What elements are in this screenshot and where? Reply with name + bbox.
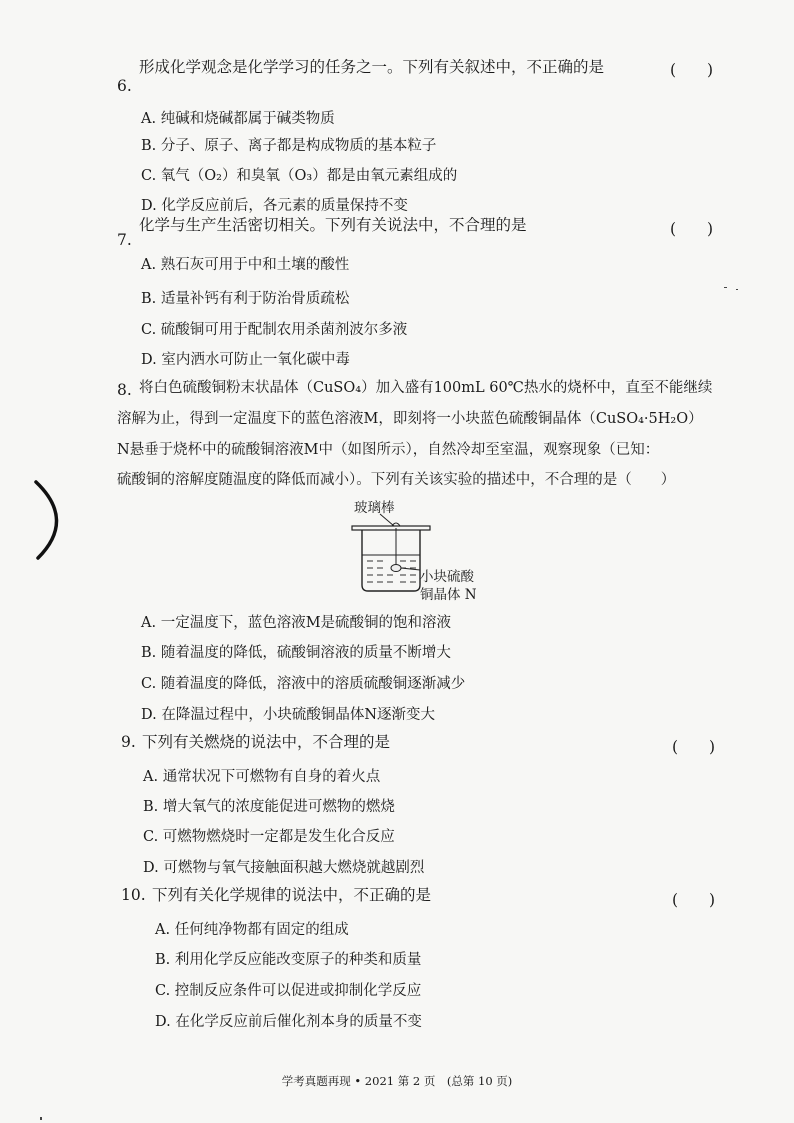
question-stem: 化学与生产生活密切相关。下列有关说法中，不合理的是 [139, 216, 527, 234]
option-c: C. 氧气（O₂）和臭氧（O₃）都是由氧元素组成的 [141, 168, 458, 184]
option-a: A. 熟石灰可用于中和土壤的酸性 [141, 257, 350, 273]
option-c: C. 可燃物燃烧时一定都是发生化合反应 [143, 829, 395, 845]
option-b: B. 利用化学反应能改变原子的种类和质量 [155, 952, 422, 968]
glass-rod-label: 玻璃棒 [354, 500, 395, 516]
option-c: C. 随着温度的降低，溶液中的溶质硫酸铜逐渐减少 [141, 676, 466, 692]
question-number: 7. [117, 231, 132, 249]
scan-speck [724, 287, 727, 288]
question-stem-line-1: 将白色硫酸铜粉末状晶体（CuSO₄）加入盛有100mL 60℃热水的烧杯中，直至不能继续 [139, 380, 713, 396]
option-d: D. 室内洒水可防止一氧化碳中毒 [141, 352, 350, 368]
question-number: 6. [117, 77, 132, 95]
question-stem: 下列有关化学规律的说法中，不正确的是 [152, 886, 432, 904]
beaker-figure [340, 497, 490, 603]
answer-blank: ( ) [672, 891, 716, 909]
option-c: C. 硫酸铜可用于配制农用杀菌剂波尔多液 [141, 322, 408, 338]
scan-speck [40, 1117, 42, 1120]
page-footer: 学考真题再现 • 2021 第 2 页 (总第 10 页) [281, 1074, 513, 1088]
question-stem: 下列有关燃烧的说法中，不合理的是 [142, 733, 391, 751]
option-b: B. 分子、原子、离子都是构成物质的基本粒子 [141, 138, 437, 154]
question-stem: 形成化学观念是化学学习的任务之一。下列有关叙述中，不正确的是 [139, 58, 605, 76]
scan-speck [736, 289, 738, 290]
crystal-label-line-1: 小块硫酸 [420, 569, 474, 585]
option-a: A. 任何纯净物都有固定的组成 [155, 922, 349, 938]
option-b: B. 随着温度的降低，硫酸铜溶液的质量不断增大 [141, 645, 451, 661]
answer-blank: ( ) [670, 220, 714, 238]
option-d: D. 化学反应前后，各元素的质量保持不变 [141, 198, 408, 214]
question-number: 8. [117, 381, 132, 399]
option-a: A. 一定温度下，蓝色溶液M是硫酸铜的饱和溶液 [141, 615, 452, 631]
question-stem-line-2: 溶解为止，得到一定温度下的蓝色溶液M，即刻将一小块蓝色硫酸铜晶体（CuSO₄·5H₂O） [117, 411, 703, 427]
option-b: B. 增大氧气的浓度能促进可燃物的燃烧 [143, 799, 395, 815]
option-b: B. 适量补钙有利于防治骨质疏松 [141, 291, 350, 307]
question-stem-line-3: N悬垂于烧杯中的硫酸铜溶液M中（如图所示），自然冷却至室温，观察现象（已知： [117, 442, 660, 458]
crystal-label-line-2: 铜晶体 N [420, 587, 477, 603]
binder-hole-mark [30, 478, 75, 563]
option-a: A. 通常状况下可燃物有自身的着火点 [143, 769, 381, 785]
question-stem-line-4: 硫酸铜的溶解度随温度的降低而减小）。下列有关该实验的描述中，不合理的是（ ） [117, 472, 676, 488]
option-d: D. 在化学反应前后催化剂本身的质量不变 [155, 1014, 422, 1030]
question-number: 10. [121, 886, 146, 904]
option-a: A. 纯碱和烧碱都属于碱类物质 [141, 111, 335, 127]
answer-blank: ( ) [670, 61, 714, 79]
question-number: 9. [121, 733, 136, 751]
option-c: C. 控制反应条件可以促进或抑制化学反应 [155, 983, 422, 999]
option-d: D. 在降温过程中，小块硫酸铜晶体N逐渐变大 [141, 707, 436, 723]
option-d: D. 可燃物与氧气接触面积越大燃烧就越剧烈 [143, 860, 425, 876]
answer-blank: ( ) [672, 738, 716, 756]
